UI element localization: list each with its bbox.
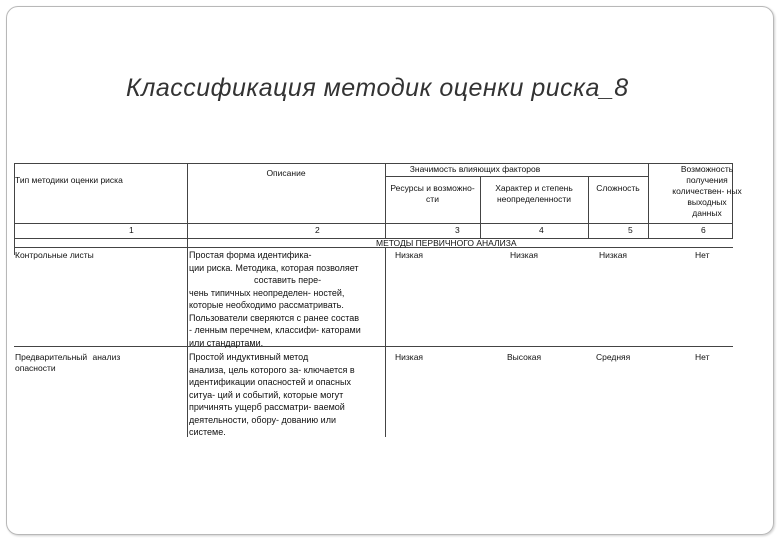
row-resources: Низкая [395, 352, 424, 362]
column-number: 2 [315, 225, 320, 235]
header-complexity: Сложность [596, 183, 640, 193]
grid-line [14, 163, 733, 164]
header-uncertainty-line: Характер и степень [495, 183, 573, 193]
row-resources: Низкая [395, 250, 424, 260]
header-resources-line: сти [426, 194, 439, 204]
row-quantitative: Нет [695, 250, 710, 260]
description-line: Пользователи сверяются с ранее состав [189, 312, 360, 323]
row-description [189, 249, 382, 349]
column-number: 6 [701, 225, 706, 235]
header-quantitative-line: выходных [687, 197, 727, 207]
header-quantitative-line: Возможность [680, 164, 734, 174]
header-quantitative-line: получения [686, 175, 728, 185]
grid-line [385, 247, 386, 437]
row-uncertainty: Низкая [510, 250, 539, 260]
description-line: которые необходимо рассматривать. [189, 300, 344, 310]
grid-line [14, 238, 733, 239]
header-quantitative-line: количествен- ных [672, 186, 742, 196]
slide-title: Классификация методик оценки риска_8 [126, 74, 629, 102]
grid-line [14, 223, 733, 224]
method-type-line: опасности [15, 363, 56, 373]
row-method-type: Контрольные листы [15, 250, 94, 260]
description-line: ситуа- ций и событий, которые могут [189, 389, 344, 400]
column-number: 5 [628, 225, 633, 235]
description-line: Простой индуктивный метод [189, 352, 309, 362]
header-quantitative-line: данных [692, 208, 722, 218]
description-line: идентификации опасностей и опасных [189, 377, 351, 387]
row-description [189, 351, 382, 439]
row-complexity: Средняя [596, 352, 631, 362]
header-quantitative [648, 164, 766, 219]
description-line: Простая форма идентифика- [189, 250, 312, 260]
column-number: 1 [129, 225, 134, 235]
header-resources [385, 183, 480, 205]
description-line: деятельности, обору- дованию или [189, 414, 336, 425]
grid-line [14, 247, 733, 248]
description-line: составить пере- [254, 275, 322, 285]
description-line: анализа, цель которого за- ключается в [189, 364, 355, 375]
method-type-line: Предварительный анализ [15, 352, 121, 362]
header-factors-group: Значимость влияющих факторов [409, 164, 541, 174]
grid-line [385, 176, 648, 177]
row-complexity: Низкая [599, 250, 628, 260]
grid-line [187, 247, 188, 437]
header-resources-line: Ресурсы и возможно- [390, 183, 475, 193]
header-description: Описание [266, 168, 306, 178]
description-line: ции риска. Методика, которая позволяет [189, 262, 359, 273]
row-method-type [15, 352, 120, 374]
description-line: или стандартами. [189, 337, 264, 348]
section-title: МЕТОДЫ ПЕРВИЧНОГО АНАЛИЗА [376, 238, 517, 248]
row-quantitative: Нет [695, 352, 710, 362]
description-line: системе. [189, 427, 226, 437]
column-number: 4 [539, 225, 544, 235]
header-uncertainty [480, 183, 588, 205]
header-uncertainty-line: неопределенности [496, 194, 572, 204]
description-line: причинять ущерб рассматри- ваемой [189, 402, 345, 412]
header-method-type: Тип методики оценки риска [15, 175, 123, 185]
description-line: чень типичных неопределен- ностей, [189, 287, 345, 298]
row-uncertainty: Высокая [507, 352, 542, 362]
column-number: 3 [455, 225, 460, 235]
description-line: - ленным перечнем, классифи- каторами [189, 325, 361, 335]
